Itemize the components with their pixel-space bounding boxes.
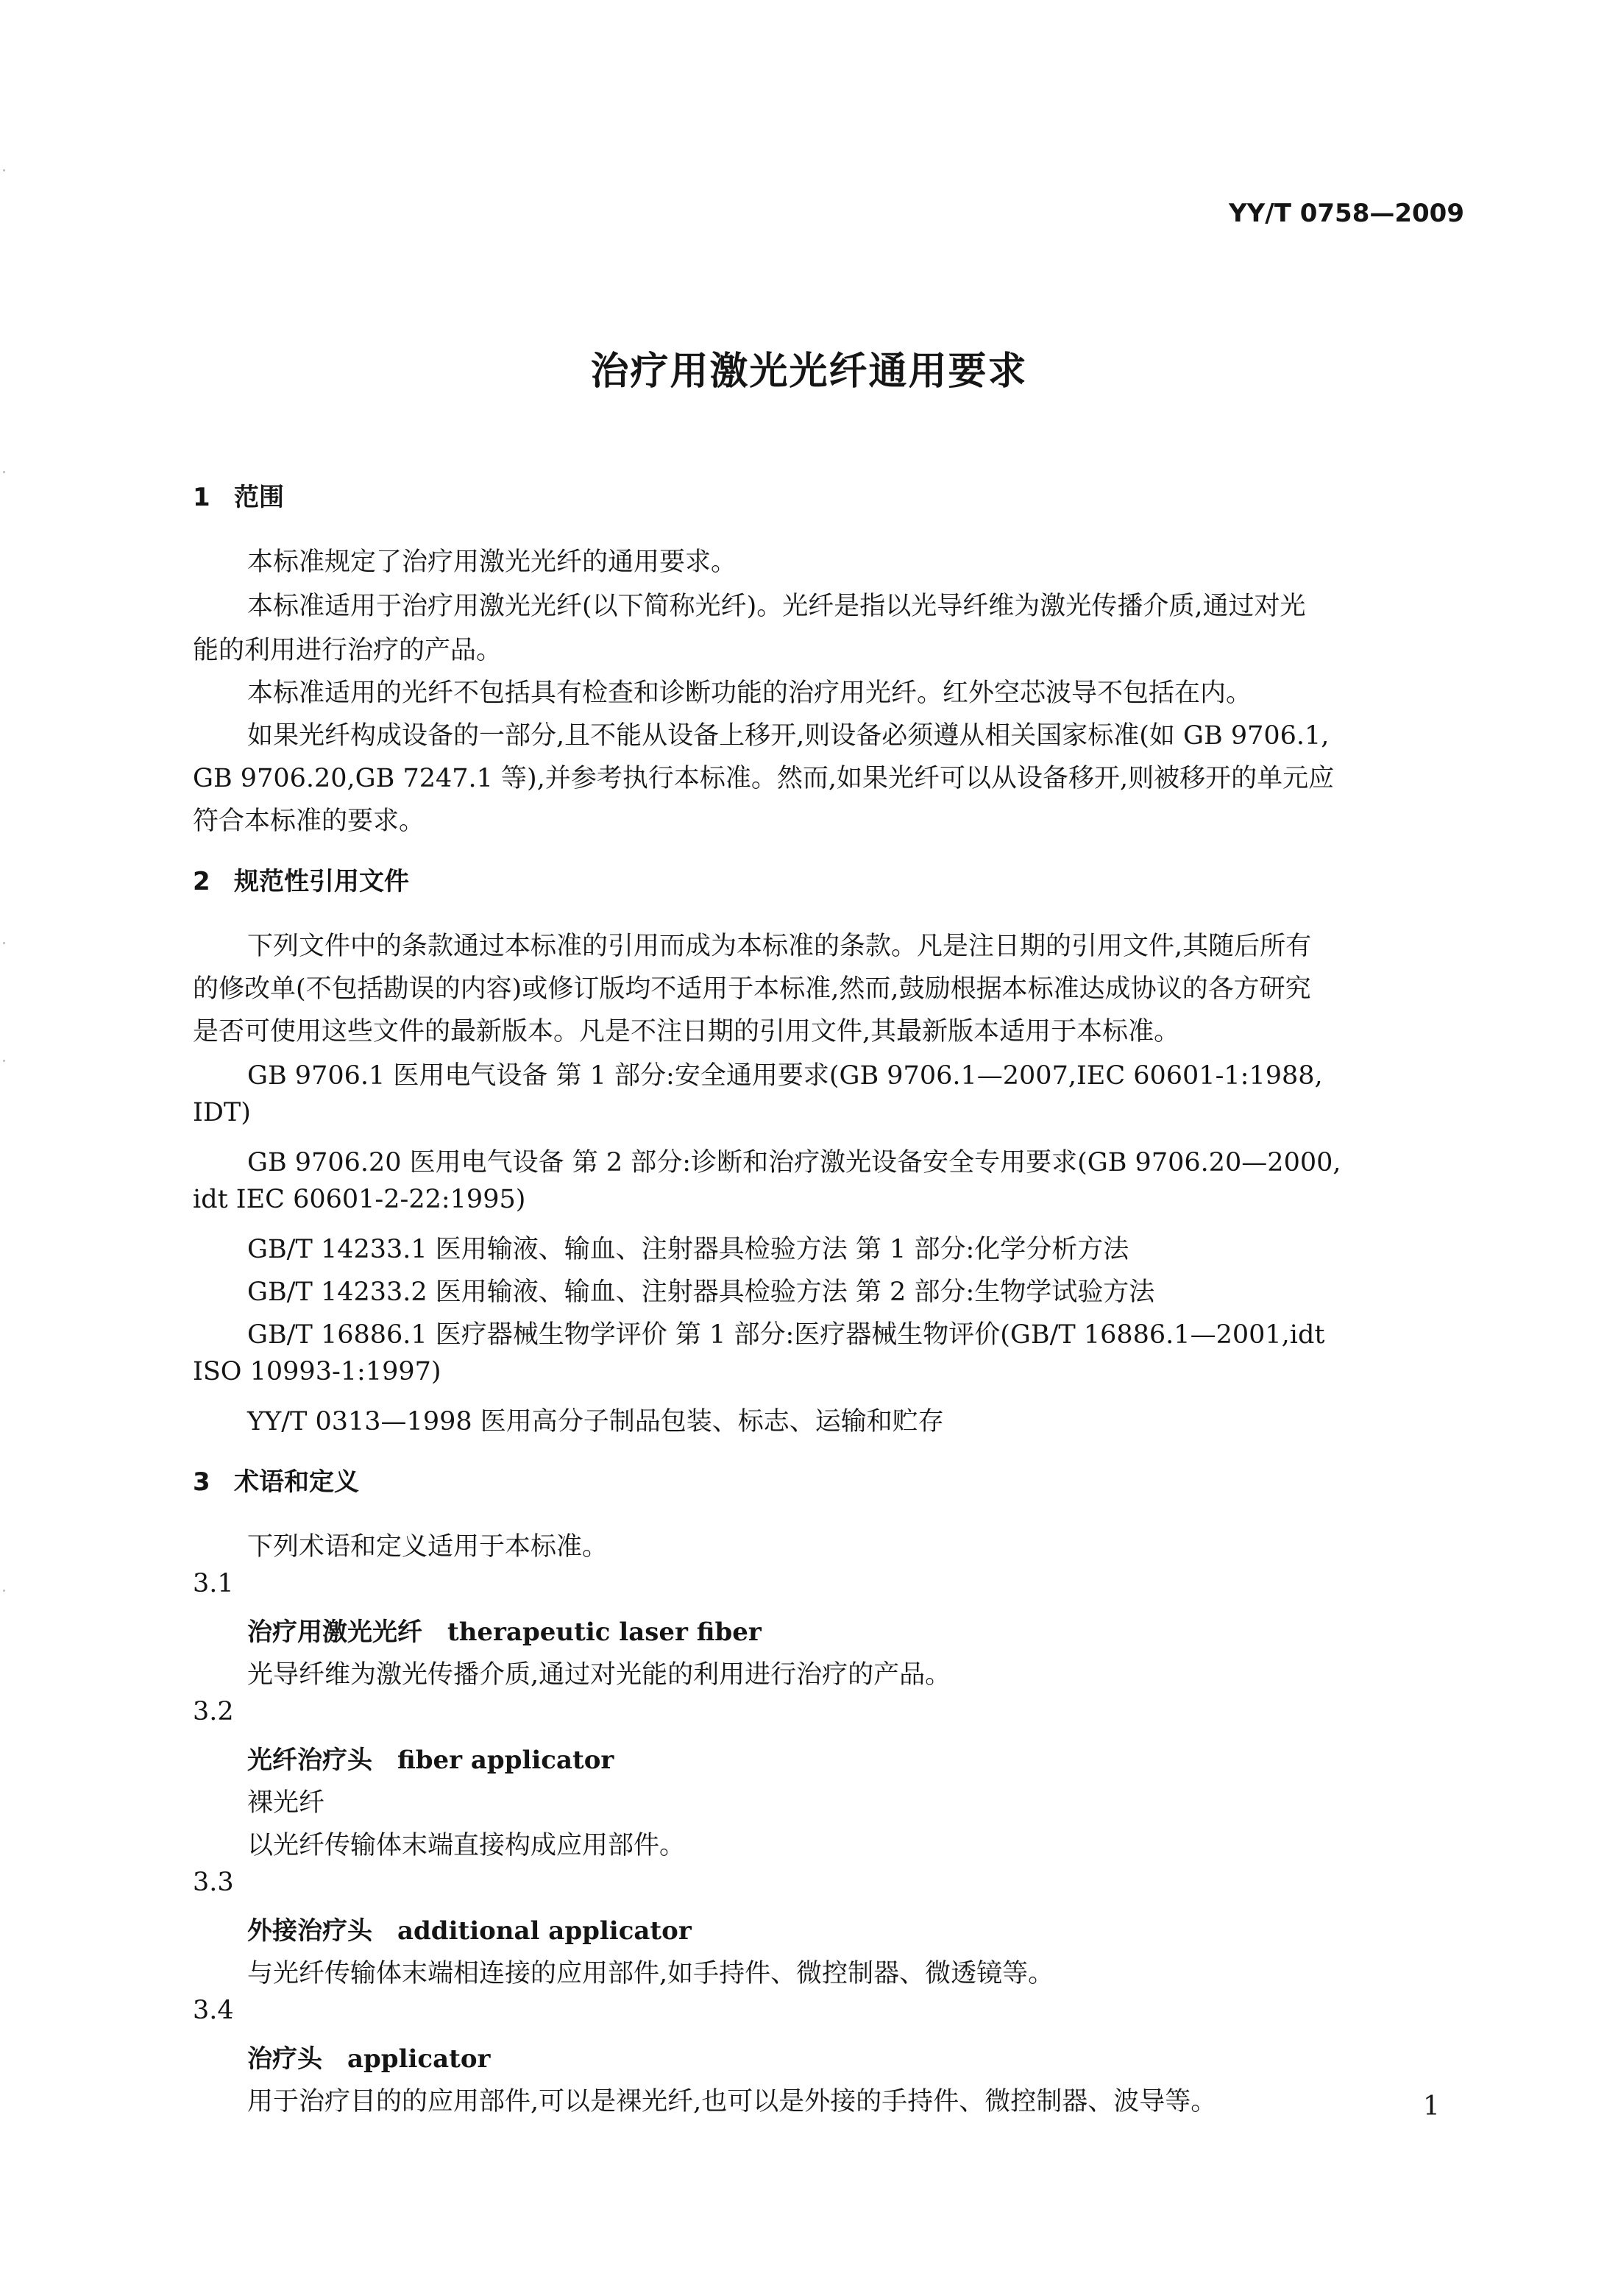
term-zh: 治疗头 <box>247 2044 322 2074</box>
paragraph-line: 能的利用进行治疗的产品。 <box>193 636 503 665</box>
term-en: additional applicator <box>397 1916 692 1946</box>
scan-speck <box>3 471 5 473</box>
section-number: 3 <box>193 1467 210 1497</box>
term-heading <box>247 1612 762 1648</box>
normative-reference: GB/T 14233.1 医用输液、输血、注射器具检验方法 第 1 部分:化学分析方法 <box>247 1235 1129 1264</box>
term-number: 3.2 <box>193 1697 234 1726</box>
term-en: fiber applicator <box>397 1746 614 1775</box>
paragraph-line: ISO 10993-1:1997) <box>193 1357 441 1386</box>
term-heading <box>247 2038 490 2074</box>
page-number: 1 <box>1423 2091 1440 2122</box>
term-zh: 光纤治疗头 <box>247 1746 372 1775</box>
paragraph-line: 下列术语和定义适用于本标准。 <box>247 1532 608 1562</box>
paragraph-line: 本标准适用的光纤不包括具有检查和诊断功能的治疗用光纤。红外空芯波导不包括在内。 <box>247 678 1252 708</box>
normative-reference: GB 9706.20 医用电气设备 第 2 部分:诊断和治疗激光设备安全专用要求(GB 9706.20—2000, <box>247 1148 1341 1177</box>
term-number: 3.3 <box>193 1868 234 1897</box>
term-en: applicator <box>347 2044 491 2074</box>
paragraph-line: 如果光纤构成设备的一部分,且不能从设备上移开,则设备必须遵从相关国家标准(如 GB 9706.1, <box>247 721 1330 751</box>
section-heading-1 <box>193 477 284 513</box>
document-title: 治疗用激光光纤通用要求 <box>590 350 1028 394</box>
scan-speck <box>3 1590 5 1592</box>
term-zh: 治疗用激光光纤 <box>247 1618 422 1647</box>
term-en: therapeutic laser fiber <box>447 1618 762 1647</box>
term-definition: 光导纤维为激光传播介质,通过对光能的利用进行治疗的产品。 <box>247 1660 951 1690</box>
paragraph-line: GB 9706.20,GB 7247.1 等),并参考执行本标准。然而,如果光纤可以从设备移开,则被移开的单元应 <box>193 764 1335 793</box>
paragraph-line: IDT) <box>193 1098 251 1127</box>
paragraph-line: 符合本标准的要求。 <box>193 807 425 836</box>
paragraph-line: 本标准规定了治疗用激光光纤的通用要求。 <box>247 548 737 577</box>
section-heading-3 <box>193 1461 359 1498</box>
section-title: 规范性引用文件 <box>234 867 409 896</box>
standard-number: YY/T 0758—2009 <box>1229 199 1464 228</box>
term-synonym: 裸光纤 <box>247 1788 325 1818</box>
term-heading <box>247 1910 692 1946</box>
section-heading-2 <box>193 861 409 897</box>
term-definition: 用于治疗目的的应用部件,可以是裸光纤,也可以是外接的手持件、微控制器、波导等。 <box>247 2087 1217 2116</box>
paragraph-line: 是否可使用这些文件的最新版本。凡是不注日期的引用文件,其最新版本适用于本标准。 <box>193 1017 1180 1046</box>
normative-reference: GB/T 16886.1 医疗器械生物学评价 第 1 部分:医疗器械生物评价(GB/T 16886.1—2001,idt <box>247 1320 1325 1350</box>
term-definition: 以光纤传输体末端直接构成应用部件。 <box>247 1831 686 1860</box>
section-title: 范围 <box>234 483 284 512</box>
paragraph-line: idt IEC 60601-2-22:1995) <box>193 1185 526 1214</box>
paragraph-line: 的修改单(不包括勘误的内容)或修订版均不适用于本标准,然而,鼓励根据本标准达成协议的各方研究 <box>193 974 1311 1004</box>
normative-reference: YY/T 0313—1998 医用高分子制品包装、标志、运输和贮存 <box>247 1407 944 1436</box>
term-number: 3.4 <box>193 1996 234 2025</box>
paragraph-line: 下列文件中的条款通过本标准的引用而成为本标准的条款。凡是注日期的引用文件,其随后所有 <box>247 932 1312 961</box>
scan-speck <box>3 1060 5 1062</box>
section-number: 2 <box>193 867 210 896</box>
scan-speck <box>3 169 5 171</box>
normative-reference: GB 9706.1 医用电气设备 第 1 部分:安全通用要求(GB 9706.1—2007,IEC 60601-1:1988, <box>247 1061 1323 1091</box>
normative-reference: GB/T 14233.2 医用输液、输血、注射器具检验方法 第 2 部分:生物学试验方法 <box>247 1278 1155 1307</box>
paragraph-line: 本标准适用于治疗用激光光纤(以下简称光纤)。光纤是指以光导纤维为激光传播介质,通过对光 <box>247 592 1306 621</box>
term-heading <box>247 1740 614 1776</box>
section-title: 术语和定义 <box>234 1467 359 1497</box>
section-number: 1 <box>193 483 210 512</box>
term-definition: 与光纤传输体末端相连接的应用部件,如手持件、微控制器、微透镜等。 <box>247 1959 1054 1988</box>
term-number: 3.1 <box>193 1569 234 1598</box>
term-zh: 外接治疗头 <box>247 1916 372 1946</box>
scan-speck <box>3 942 5 944</box>
